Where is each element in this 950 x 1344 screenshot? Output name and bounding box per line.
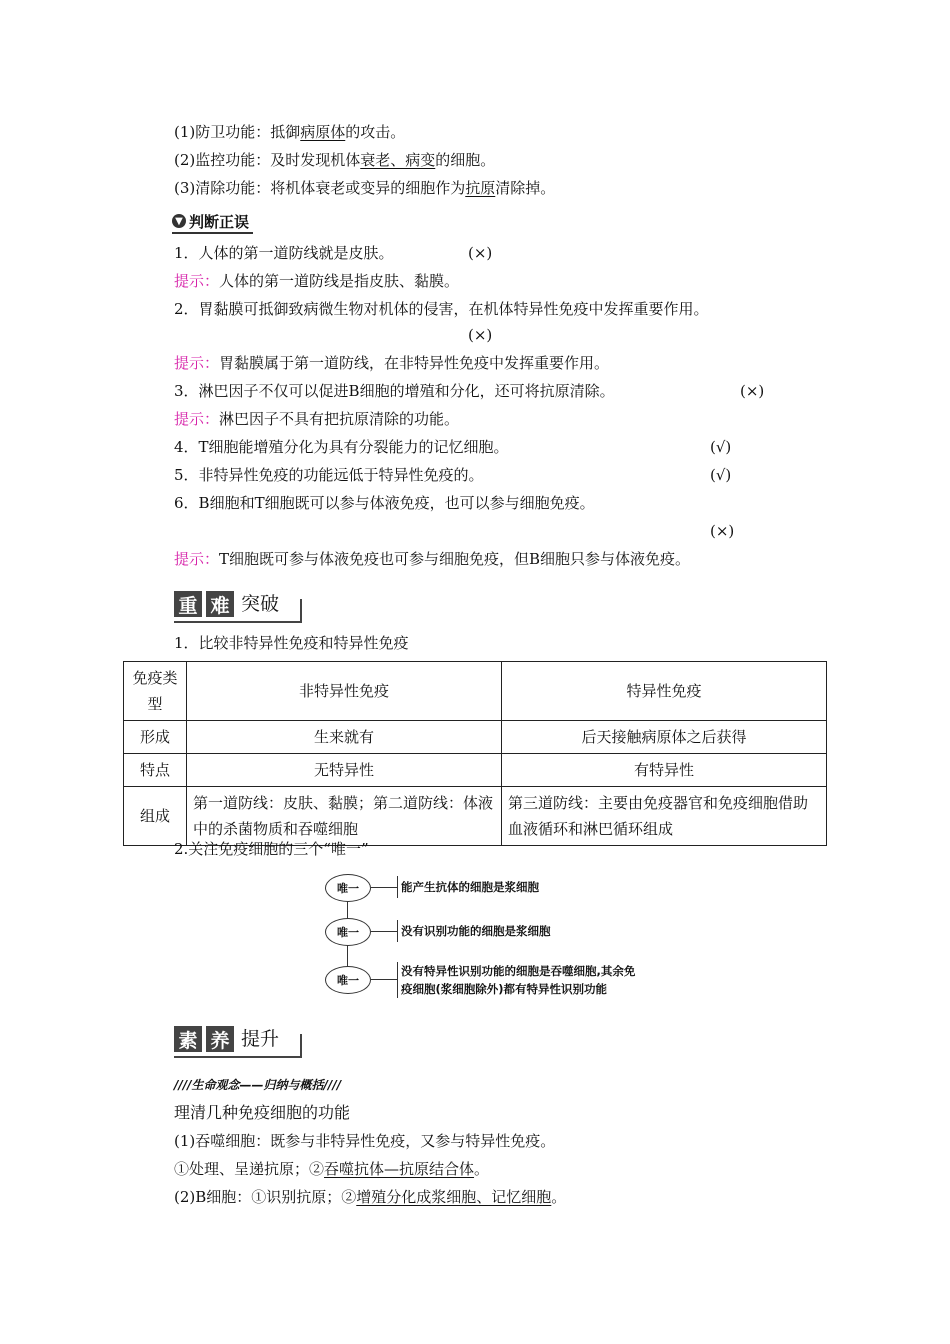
slash-decoration: //// <box>174 1078 192 1092</box>
table-cell: 有特异性 <box>502 754 827 787</box>
divider <box>172 232 253 234</box>
only-diagram <box>325 868 685 1008</box>
table-cell: 第三道防线：主要由免疫器官和免疫细胞借助血液循环和淋巴循环组成 <box>502 787 827 846</box>
hint-1: 提示：人体的第一道防线是指皮肤、黏膜。 <box>174 272 460 290</box>
comparison-table <box>123 661 827 846</box>
table-cell: 特点 <box>124 754 187 787</box>
answer-blank: 吞噬抗体—抗原结合体 <box>324 1160 475 1178</box>
function-line-2: (2)监控功能：及时发现机体衰老、病变的细胞。 <box>174 151 496 169</box>
cells-line-1: (1)吞噬细胞：既参与非特异性免疫，又参与特异性免疫。 <box>174 1132 556 1150</box>
table-header: 特异性免疫 <box>502 662 827 721</box>
function-line-1: (1)防卫功能：抵御病原体的攻击。 <box>174 123 406 141</box>
only-node-2: 唯一 <box>325 918 371 946</box>
section-banner-key-points: 重 难 突破 <box>174 589 304 623</box>
table-cell: 无特异性 <box>187 754 502 787</box>
answer-blank: 病原体 <box>300 123 346 141</box>
table-cell: 第一道防线：皮肤、黏膜；第二道防线：体液中的杀菌物质和吞噬细胞 <box>187 787 502 846</box>
compare-title: 1．比较非特异性免疫和特异性免疫 <box>174 634 409 652</box>
table-cell: 后天接触病原体之后获得 <box>502 721 827 754</box>
only-title: 2.关注免疫细胞的三个“唯一” <box>174 840 369 858</box>
only-text-1: 能产生抗体的细胞是浆细胞 <box>401 880 539 894</box>
answer-2: (×) <box>468 326 493 344</box>
connector-line <box>371 887 397 888</box>
table-cell: 生来就有 <box>187 721 502 754</box>
cells-title: 理清几种免疫细胞的功能 <box>174 1103 351 1122</box>
question-1: 1．人体的第一道防线就是皮肤。 <box>174 244 394 262</box>
cells-line-2: ①处理、呈递抗原；②吞噬抗体—抗原结合体。 <box>174 1160 490 1178</box>
divider <box>174 1056 300 1058</box>
only-node-3: 唯一 <box>325 966 371 994</box>
judge-section-tag: ▼ 判断正误 <box>172 210 249 232</box>
table-row <box>124 787 827 846</box>
table-header: 免疫类型 <box>124 662 187 721</box>
only-text-2: 没有识别功能的细胞是浆细胞 <box>401 924 551 938</box>
connector-line <box>371 931 397 932</box>
answer-4: (√) <box>710 438 732 456</box>
answer-blank: 增殖分化成浆细胞、记忆细胞 <box>356 1188 552 1206</box>
chevron-down-icon: ▼ <box>172 214 186 228</box>
connector-line <box>371 979 397 980</box>
section-banner-literacy: 素 养 提升 <box>174 1024 304 1058</box>
table-row <box>124 721 827 754</box>
only-text-3a: 没有特异性识别功能的细胞是吞噬细胞,其余免 <box>401 964 636 978</box>
table-cell: 形成 <box>124 721 187 754</box>
divider <box>174 621 300 623</box>
table-cell: 组成 <box>124 787 187 846</box>
only-node-1: 唯一 <box>325 874 371 902</box>
divider <box>300 599 302 623</box>
answer-3: (×) <box>740 382 765 400</box>
cells-line-3: (2)B细胞：①识别抗原；②增殖分化成浆细胞、记忆细胞。 <box>174 1188 567 1206</box>
only-text-3b: 疫细胞(浆细胞除外)都有特异性识别功能 <box>401 982 608 996</box>
table-row <box>124 662 827 721</box>
function-line-3: (3)清除功能：将机体衰老或变异的细胞作为抗原清除掉。 <box>174 179 556 197</box>
table-row <box>124 754 827 787</box>
question-4: 4．T细胞能增殖分化为具有分裂能力的记忆细胞。 <box>174 438 509 456</box>
question-2: 2．胃黏膜可抵御致病微生物对机体的侵害，在机体特异性免疫中发挥重要作用。 <box>174 300 709 318</box>
question-6: 6．B细胞和T细胞既可以参与体液免疫，也可以参与细胞免疫。 <box>174 494 595 512</box>
answer-blank: 抗原 <box>465 179 496 197</box>
hint-2: 提示：胃黏膜属于第一道防线，在非特异性免疫中发挥重要作用。 <box>174 354 610 372</box>
answer-1: (×) <box>468 244 493 262</box>
question-5: 5．非特异性免疫的功能远低于特异性免疫的。 <box>174 466 484 484</box>
slash-decoration: //// <box>323 1078 342 1092</box>
question-3: 3．淋巴因子不仅可以促进B细胞的增殖和分化，还可将抗原清除。 <box>174 382 615 400</box>
answer-blank: 衰老、病变 <box>360 151 436 169</box>
answer-6: (×) <box>710 522 735 540</box>
answer-5: (√) <box>710 466 732 484</box>
divider <box>300 1034 302 1058</box>
hint-6: 提示：T细胞既可参与体液免疫也可参与细胞免疫，但B细胞只参与体液免疫。 <box>174 550 691 568</box>
subsection-heading: ////生命观念——归纳与概括//// <box>174 1078 342 1092</box>
hint-3: 提示：淋巴因子不具有把抗原清除的功能。 <box>174 410 460 428</box>
table-header: 非特异性免疫 <box>187 662 502 721</box>
